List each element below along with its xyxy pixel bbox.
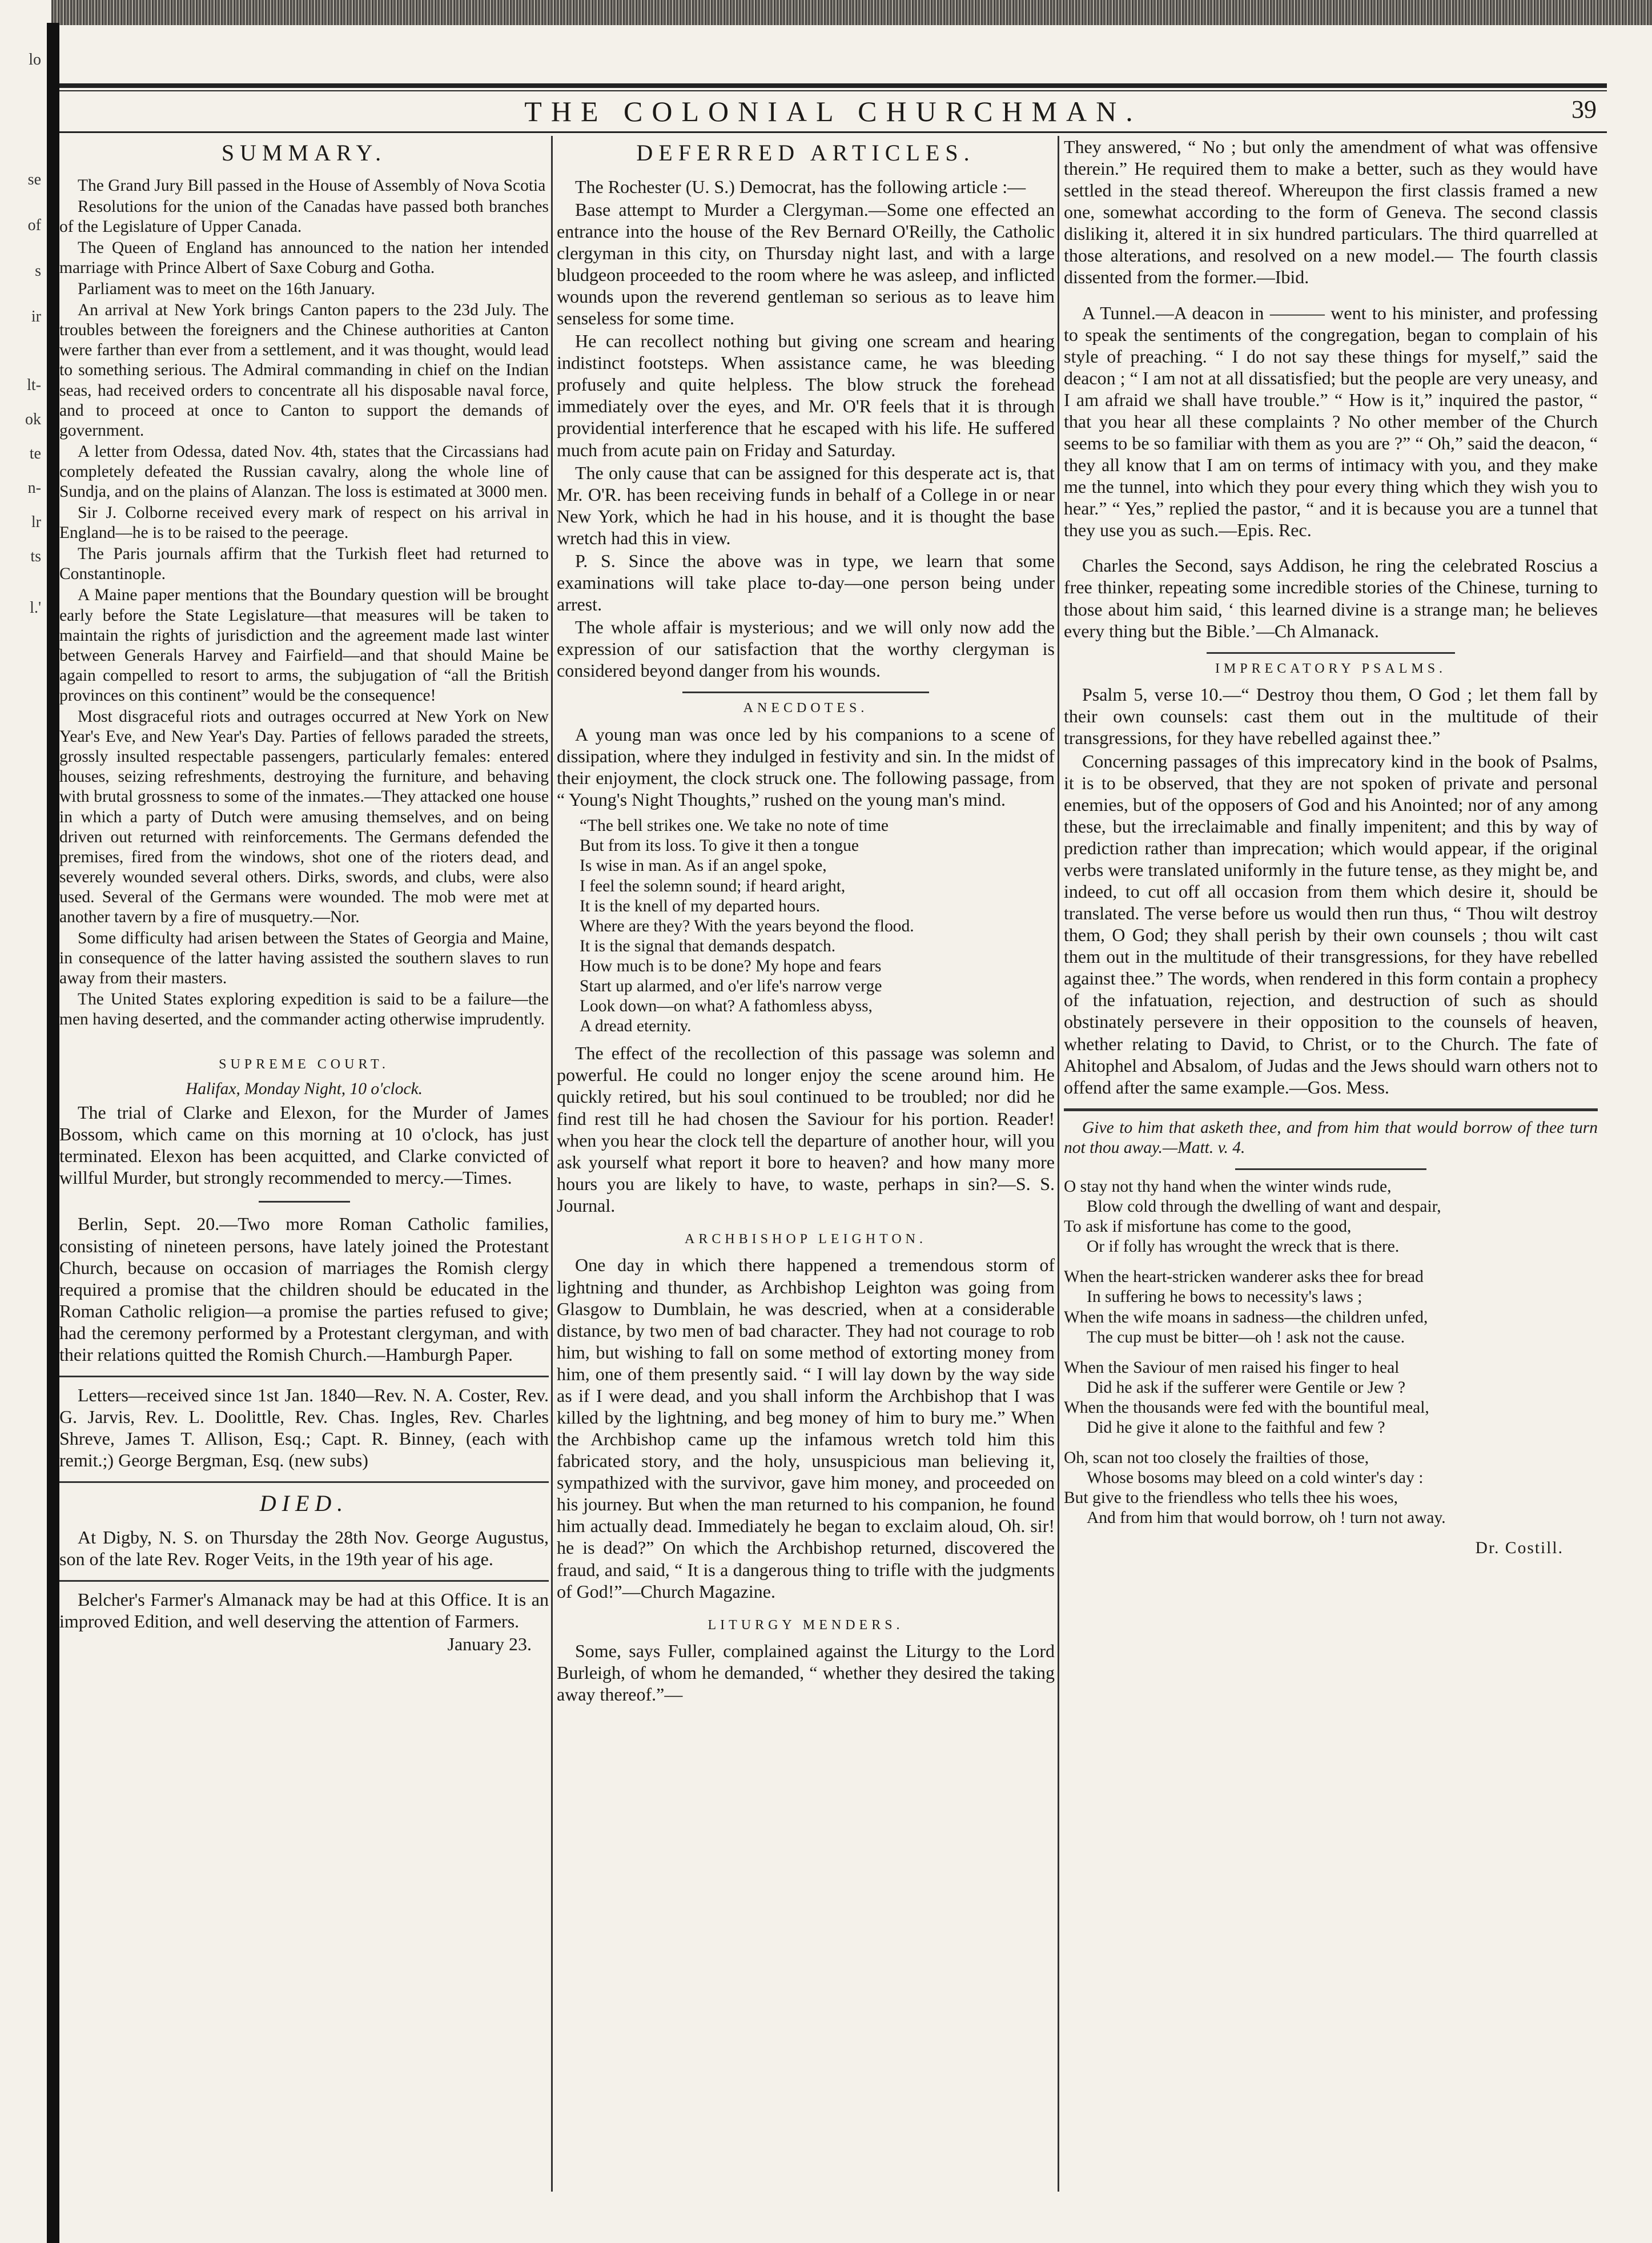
verse-line: It is the knell of my departed hours.	[580, 897, 821, 915]
poem-signature: Dr. Costill.	[1475, 1539, 1563, 1558]
page-number: 39	[1571, 95, 1597, 123]
letters-text: Letters—received since 1st Jan. 1840—Rev. N. A. Coster, Rev. G. Jarvis, Rev. L. Doolittle, Rev. Chas. Ingles, Rev. Charles Shreve, James T. Allison, Esq.; Capt. R. Binney, (each with remit.;) George Bergman, Esq. (new subs)	[59, 1385, 549, 1471]
night-thoughts-verse	[580, 816, 1055, 1036]
leighton-text: One day in which there happened a tremendous storm of lightning and thunder, as Archbishop Leighton was going from Glasgow to Dumblain, he was descried, when at a considerable distance, by two men of bad character. They had not courage to rob him, but wishing to fall on some method of extorting money from him, one of them presently said. “ I will lay down by the way side as if I were dead, and you shall inform the Archbishop that I was killed by the lightning, and beg money of him to bury me.” When the Archbishop came up the infamous wretch told him this fabricated story, and the holy, unsuspicious man believing it, sympathized with the survivor, gave him money, and proceeded on his journey. But when the man returned to his companion, he found him actually dead. Immediately he began to exclaim aloud, Oh. sir! he is dead?” On which the Archbishop returned, discovered the fraud, and said, “ It is a dangerous thing to trifle with the judgments of God!”—Church Magazine.	[557, 1255, 1055, 1602]
deferred-paragraph: P. S. Since the above was in type, we learn that some examinations will take place to-day—one person being under arrest.	[557, 550, 1055, 615]
margin-fragment: ok	[25, 411, 41, 428]
poem-line: To ask if misfortune has come to the good,	[1064, 1217, 1352, 1236]
margin-fragment: ir	[31, 308, 41, 325]
deferred-paragraph: Base attempt to Murder a Clergyman.—Some one effected an entrance into the house of the Rev Bernard O'Reilly, the Catholic clergyman in this city, on Thursday night last, and with a large bludgeon proceeded to the room where he was asleep, and inflicted wounds upon the reverend gentleman so serious as to leave him senseless for some time.	[557, 199, 1055, 329]
belcher-date: January 23.	[447, 1634, 532, 1655]
column-3	[1064, 136, 1598, 1559]
charles-text: Charles the Second, says Addison, he ring the celebrated Roscius a free thinker, repeating some incredible stories of the Chinese, turning to those about him said, ‘ this learned divine is a strange man; he believes every thing but the Bible.’—Ch Almanack.	[1064, 555, 1598, 641]
poem-line: Blow cold through the dwelling of want and despair,	[1087, 1197, 1441, 1216]
poem-stanza	[1064, 1267, 1598, 1347]
margin-fragment: s	[35, 262, 41, 280]
summary-paragraph: Most disgraceful riots and outrages occurred at New York on New Year's Eve, and New Year's Day. Parties of fellows paraded the streets, grossly insulted respectable passengers, particularly females: entered houses, seizing refreshments, destroying the furniture, and behaving with brutal grossness to some of the inmates.—They attacked one house in which a party of Dutch were amusing themselves, and on being driven out returned with reinforcements. The Germans defended the premises, fired from the windows, shot one of the rioters dead, and severely wounded several others. Dirks, swords, and clubs, were also used. Several of the Germans were wounded. The mob were met at another tavern by a fire of musquetry.—Nor.	[59, 708, 549, 926]
column-divider	[551, 136, 553, 2192]
leighton-heading: ARCHBISHOP LEIGHTON.	[684, 1231, 927, 1247]
poem-line: When the Saviour of men raised his finger to heal	[1064, 1358, 1400, 1377]
verse-line: Where are they? With the years beyond the flood.	[580, 917, 914, 935]
masthead	[59, 91, 1607, 131]
section-rule	[1064, 1108, 1598, 1111]
summary-paragraph: The Paris journals affirm that the Turkish fleet had returned to Constantinople.	[59, 545, 549, 584]
imprecatory-paragraph: Concerning passages of this imprecatory kind in the book of Psalms, it is to be observed, that they are not spoken of private and personal enemies, but of the opposers of God and his Anointed; nor of any among these, but the irreclaimable and finally impenitent; and this by way of prediction rather than imprecation; which would appear, if the original verbs were translated uniformly in the future tense, as they might be, and indeed, to cut off all occasion from them which desire it, should be translated. The verse before us would then run thus, “ Thou wilt destroy them, O God; they shall perish by their own counsels ; thou wilt cast them out in the multitude of their transgressions, for they have rebelled against thee.” The words, when rendered in this form contain a prophecy of the infatuation, rejection, and destruction of such as should obstinately persevere in their opposition to the counsels of heaven, whether relating to David, to Christ, or to the Church. The fate of Ahitophel and Absalom, of Judas and the Jews should warn others not to offend after the same example.—Gos. Mess.	[1064, 750, 1598, 1098]
scan-top-edge	[51, 0, 1652, 25]
margin-fragment: se	[27, 171, 41, 188]
poem-line: Did he ask if the sufferer were Gentile or Jew ?	[1087, 1378, 1406, 1397]
masthead-title: THE COLONIAL CHURCHMAN.	[524, 95, 1142, 127]
tunnel-text: A Tunnel.—A deacon in ——— went to his minister, and professing to speak the sentiments of the congregation, began to complain of his style of preaching. “ I do not say these things for myself,” said the deacon ; “ I am not at all dissatisfied; but the people are very uneasy, and I am afraid we shall have trouble.” “ How is it,” inquired the pastor, “ that you hear all these complaints ? No other member of the Church seems to be so familiar with them as you are ?” “ Oh,” said the deacon, “ they all know that I am on terms of intimacy with you, and they make me the tunnel, into which they pour every thing which they wish you to hear.” “ Yes,” replied the pastor, “ and it is because you are a tunnel that they use you as such.—Epis. Rec.	[1064, 302, 1598, 541]
imprecatory-paragraph: Psalm 5, verse 10.—“ Destroy thou them, O God ; let them fall by their own counsels: cast them out in the multitude of their transgressions, for they have rebelled against thee.”	[1064, 684, 1598, 749]
verse-line: How much is to be done? My hope and fears	[580, 956, 882, 975]
masthead-rule-top	[59, 83, 1607, 88]
summary-paragraph: An arrival at New York brings Canton papers to the 23d July. The troubles between the foreigners and the Chinese authorities at Canton were farther than ever from a settlement, and it was thought, would lead to something serious. The Admiral commanding in chief on the Indian seas, had received orders to concentrate all his disposable naval force, and to proceed at once to Canton to support the demands of government.	[59, 301, 549, 440]
poem-line: Whose bosoms may bleed on a cold winter's day :	[1087, 1469, 1424, 1488]
margin-fragment: lt-	[27, 376, 41, 394]
verse-line: I feel the solemn sound; if heard aright,	[580, 877, 846, 895]
poem-line: But give to the friendless who tells thee his woes,	[1064, 1489, 1398, 1508]
poem-line: O stay not thy hand when the winter winds rude,	[1064, 1177, 1392, 1196]
died-text: At Digby, N. S. on Thursday the 28th Nov. George Augustus, son of the late Rev. Roger Veits, in the 19th year of his age.	[59, 1526, 549, 1570]
anecdotes-heading: ANECDOTES.	[743, 701, 869, 716]
poem-stanza	[1064, 1358, 1598, 1438]
margin-fragment: te	[29, 445, 41, 463]
section-rule	[1235, 1168, 1426, 1170]
summary-paragraph: The Queen of England has announced to the nation her intended marriage with Prince Albert of Saxe Coburg and Gotha.	[59, 238, 549, 277]
verse-line: Start up alarmed, and o'er life's narrow verge	[580, 977, 882, 995]
summary-paragraph: A letter from Odessa, dated Nov. 4th, states that the Circassians had completely defeated the Russian cavalry, along the whole line of Sundja, and on the plains of Alanzan. The loss is estimated at 3000 men.	[59, 442, 549, 501]
poem-motto: Give to him that asketh thee, and from him that would borrow of thee turn not thou away.—Matt. v. 4.	[1064, 1118, 1598, 1157]
section-rule	[259, 1201, 350, 1203]
deferred-paragraph: He can recollect nothing but giving one scream and hearing indistinct footsteps. When assistance came, he was bleeding profusely and quite helpless. The blow struck the forehead immediately over the eyes, and Mr. O'R feels that it is through providential interference that he escaped with his life. He suffered much from acute pain on Friday and Saturday.	[557, 331, 1055, 460]
deferred-heading: DEFERRED ARTICLES.	[636, 140, 975, 166]
died-heading: DIED.	[259, 1490, 349, 1517]
verse-line: A dread eternity.	[580, 1017, 692, 1036]
summary-paragraph: Some difficulty had arisen between the States of Georgia and Maine, in consequence of the latter having assisted the southern slaves to run away from their masters.	[59, 929, 549, 988]
verse-line: Is wise in man. As if an angel spoke,	[580, 857, 827, 875]
poem-line: Did he give it alone to the faithful and few ?	[1087, 1418, 1385, 1437]
deferred-paragraph: The only cause that can be assigned for this desperate act is, that Mr. O'R. has been receiving funds in behalf of a College in or near New York, which he had in his house, and it is thought the base wretch had this in view.	[557, 462, 1055, 548]
poem-line: When the heart-stricken wanderer asks thee for bread	[1064, 1268, 1424, 1287]
section-rule	[1207, 652, 1455, 654]
liturgy-text: Some, says Fuller, complained against the Liturgy to the Lord Burleigh, of whom he demanded, “ whether they desired the taking away thereof.”—	[557, 1641, 1055, 1705]
poem-line: In suffering he bows to necessity's laws ;	[1087, 1288, 1362, 1307]
margin-fragment: n-	[27, 479, 41, 497]
column-2	[557, 136, 1055, 1706]
supreme-court-heading: SUPREME COURT.	[219, 1056, 389, 1072]
section-rule	[59, 1481, 549, 1483]
poem-line: And from him that would borrow, oh ! turn not away.	[1087, 1509, 1446, 1528]
poem-stanza	[1064, 1448, 1598, 1528]
margin-fragment: lo	[29, 51, 41, 69]
section-rule	[59, 1376, 549, 1377]
poem-line: When the thousands were fed with the bountiful meal,	[1064, 1398, 1429, 1417]
margin-fragment: ts	[30, 548, 41, 565]
verse-line: It is the signal that demands despatch.	[580, 936, 836, 955]
summary-paragraph: The United States exploring expedition is said to be a failure—the men having deserted, and the commander acting otherwise imprudently.	[59, 990, 549, 1029]
summary-paragraph: Resolutions for the union of the Canadas have passed both branches of the Legislature of Upper Canada.	[59, 197, 549, 236]
imprecatory-heading: IMPRECATORY PSALMS.	[1215, 661, 1447, 676]
column-divider	[1058, 136, 1059, 2192]
margin-fragment: lr	[31, 513, 41, 531]
margin-fragment: l.'	[30, 599, 41, 617]
deferred-intro: The Rochester (U. S.) Democrat, has the following article :—	[575, 176, 1026, 197]
summary-paragraph: A Maine paper mentions that the Boundary question will be brought early before the State Legislature—that measures will be taken to maintain the rights of jurisdiction and the agreement made last winter between Generals Harvey and Fairfield—and that should Maine be again compelled to resort to arms, the subjugation of “all the British provinces on this continent” would be the consequence!	[59, 586, 549, 705]
poem-stanza	[1064, 1177, 1598, 1257]
summary-paragraph: The Grand Jury Bill passed in the House of Assembly of Nova Scotia	[78, 176, 546, 195]
liturgy-continued: They answered, “ No ; but only the amendment of what was offensive therein.” He required them to make a better, such as they would have settled in the stead thereof. Whereupon the first classis framed a new one, somewhat according to the form of Geneva. The second classis disliking it, altered it in six hundred particulars. The third quarrelled at those alterations, and resolved on a new model.— The fourth classis dissented from the former.—Ibid.	[1064, 136, 1598, 288]
margin-fragment: of	[27, 216, 41, 234]
liturgy-heading: LITURGY MENDERS.	[708, 1617, 904, 1633]
poem-line: Oh, scan not too closely the frailties of those,	[1064, 1449, 1369, 1468]
supreme-court-text: The trial of Clarke and Elexon, for the Murder of James Bossom, which came on this morning at 10 o'clock, has just terminated. Elexon has been acquitted, and Clarke convicted of willful Murder, but strongly recommended to mercy.—Times.	[59, 1102, 549, 1188]
verse-line: But from its loss. To give it then a tongue	[580, 837, 859, 855]
belcher-text: Belcher's Farmer's Almanack may be had at this Office. It is an improved Edition, and well deserving the attention of Farmers.	[59, 1589, 549, 1632]
poem-line: Or if folly has wrought the wreck that is there.	[1087, 1237, 1400, 1256]
supreme-court-dateline: Halifax, Monday Night, 10 o'clock.	[185, 1080, 423, 1099]
summary-paragraph: Sir J. Colborne received every mark of respect on his arrival in England—he is to be raised to the peerage.	[59, 504, 549, 542]
anecdotes-intro: A young man was once led by his companions to a scene of dissipation, where they indulged in festivity and sin. In the midst of their enjoyment, the clock struck one. The following passage, from “ Young's Night Thoughts,” rushed on the young man's mind.	[557, 723, 1055, 810]
section-rule	[59, 1580, 549, 1582]
section-rule	[682, 692, 929, 693]
poem-line: The cup must be bitter—oh ! ask not the cause.	[1087, 1328, 1405, 1346]
deferred-paragraph: The whole affair is mysterious; and we will only now add the expression of our satisfaction that the worthy clergyman is considered beyond danger from his wounds.	[557, 617, 1055, 681]
verse-line: “The bell strikes one. We take no note of time	[580, 817, 889, 835]
verse-line: Look down—on what? A fathomless abyss,	[580, 997, 873, 1016]
column-1	[59, 136, 549, 1656]
masthead-rule-bottom	[59, 131, 1607, 133]
berlin-text: Berlin, Sept. 20.—Two more Roman Catholic families, consisting of nineteen persons, have lately joined the Protestant Church, because on occasion of marriages the Romish clergy required a promise that the children should be educated in the Roman Catholic religion—a promise the parties refused to give; had the ceremony performed by a Protestant clergyman, and with their relations quitted the Romish Church.—Hamburgh Paper.	[59, 1213, 549, 1365]
anecdotes-outro: The effect of the recollection of this passage was solemn and powerful. He could no longer enjoy the scene around him. He quickly retired, but his soul continued to be troubled; nor did he find rest till he had chosen the Saviour for his portion. Reader! when you hear the clock tell the departure of another hour, will you ask yourself what report it bore to heaven? and how many more hours you are likely to have, to waste, perhaps in sin?—S. S. Journal.	[557, 1043, 1055, 1216]
binding-spine	[47, 23, 59, 2243]
poem-line: When the wife moans in sadness—the children unfed,	[1064, 1308, 1428, 1326]
summary-paragraph: Parliament was to meet on the 16th January.	[78, 280, 375, 299]
summary-heading: SUMMARY.	[221, 140, 387, 166]
